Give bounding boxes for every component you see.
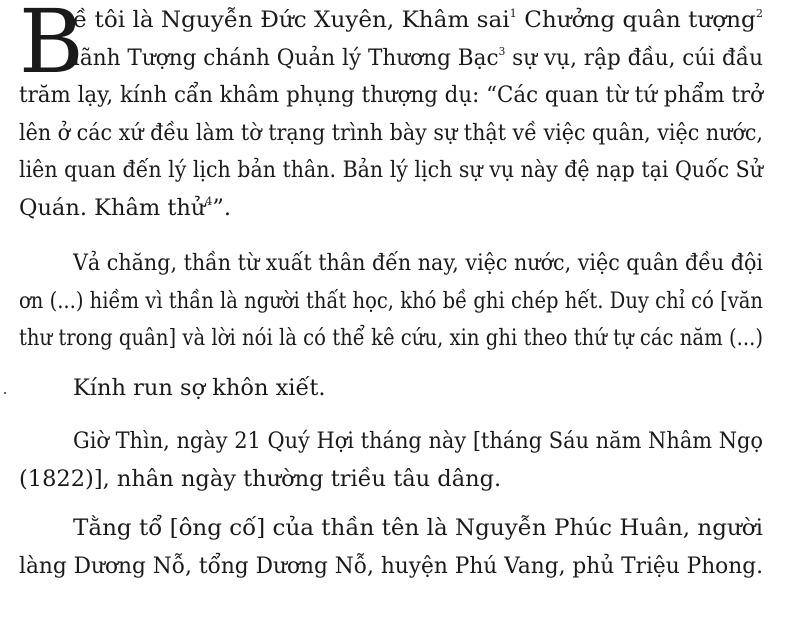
paragraph-2 — [19, 245, 763, 358]
text-line: lên ở các xứ đều làm tờ trạng trình bày sự thật về việc quân, việc nước, — [19, 119, 763, 146]
footnote-marker: 2 — [755, 7, 763, 20]
drop-cap: B — [19, 0, 84, 93]
text-line: Tằng tổ [ông cố] của thần tên là Nguyễn Phúc Huân, người — [73, 515, 764, 541]
footnote-marker: 4 — [205, 194, 213, 208]
footnote-marker: 3 — [498, 44, 506, 58]
text-line: Giờ Thìn, ngày 21 Quý Hợi tháng này [tháng Sáu năm Nhâm Ngọ — [73, 428, 763, 454]
text-line: thư trong quân] và lời nói là có thể kê cứu, xin ghi theo thứ tự các năm (...) — [19, 325, 763, 352]
text-line: trăm lạy, kính cẩn khâm phụng thượng dụ: “Các quan từ tứ phẩm trở — [19, 82, 763, 109]
paragraph-3 — [19, 370, 763, 408]
text-line: Kính run sợ khôn xiết. — [73, 375, 326, 401]
text-line: Vả chăng, thần từ xuất thân đến nay, việc nước, việc quân đều đội — [73, 250, 763, 276]
paragraph-4 — [19, 423, 763, 498]
text-line: (1822)], nhân ngày thường triều tâu dâng. — [19, 465, 502, 492]
margin-mark — [4, 392, 6, 394]
text-line: Quán. Khâm thử$^4$”. — [19, 194, 232, 221]
text-line: làng Dương Nỗ, tổng Dương Nỗ, huyện Phú Vang, phủ Triệu Phong. — [19, 552, 763, 579]
text-line: lãnh Tượng chánh Quản lý Thương Bạc$^3$ sự vụ, rập đầu, cúi đầu — [73, 44, 763, 71]
footnote-marker: 1 — [509, 7, 517, 20]
text-line: ơn (...) hiềm vì thần là người thất học, khó bề ghi chép hết. Duy chỉ có [văn — [19, 287, 763, 314]
text-line: ề tôi là Nguyễn Đức Xuyên, Khâm sai$^1$ Chưởng quân tượng$^2$ — [73, 7, 763, 33]
paragraph-5 — [19, 510, 763, 585]
text-line: liên quan đến lý lịch bản thân. Bản lý lịch sự vụ này đệ nạp tại Quốc Sử — [19, 157, 763, 184]
paragraph-intro — [19, 2, 763, 228]
